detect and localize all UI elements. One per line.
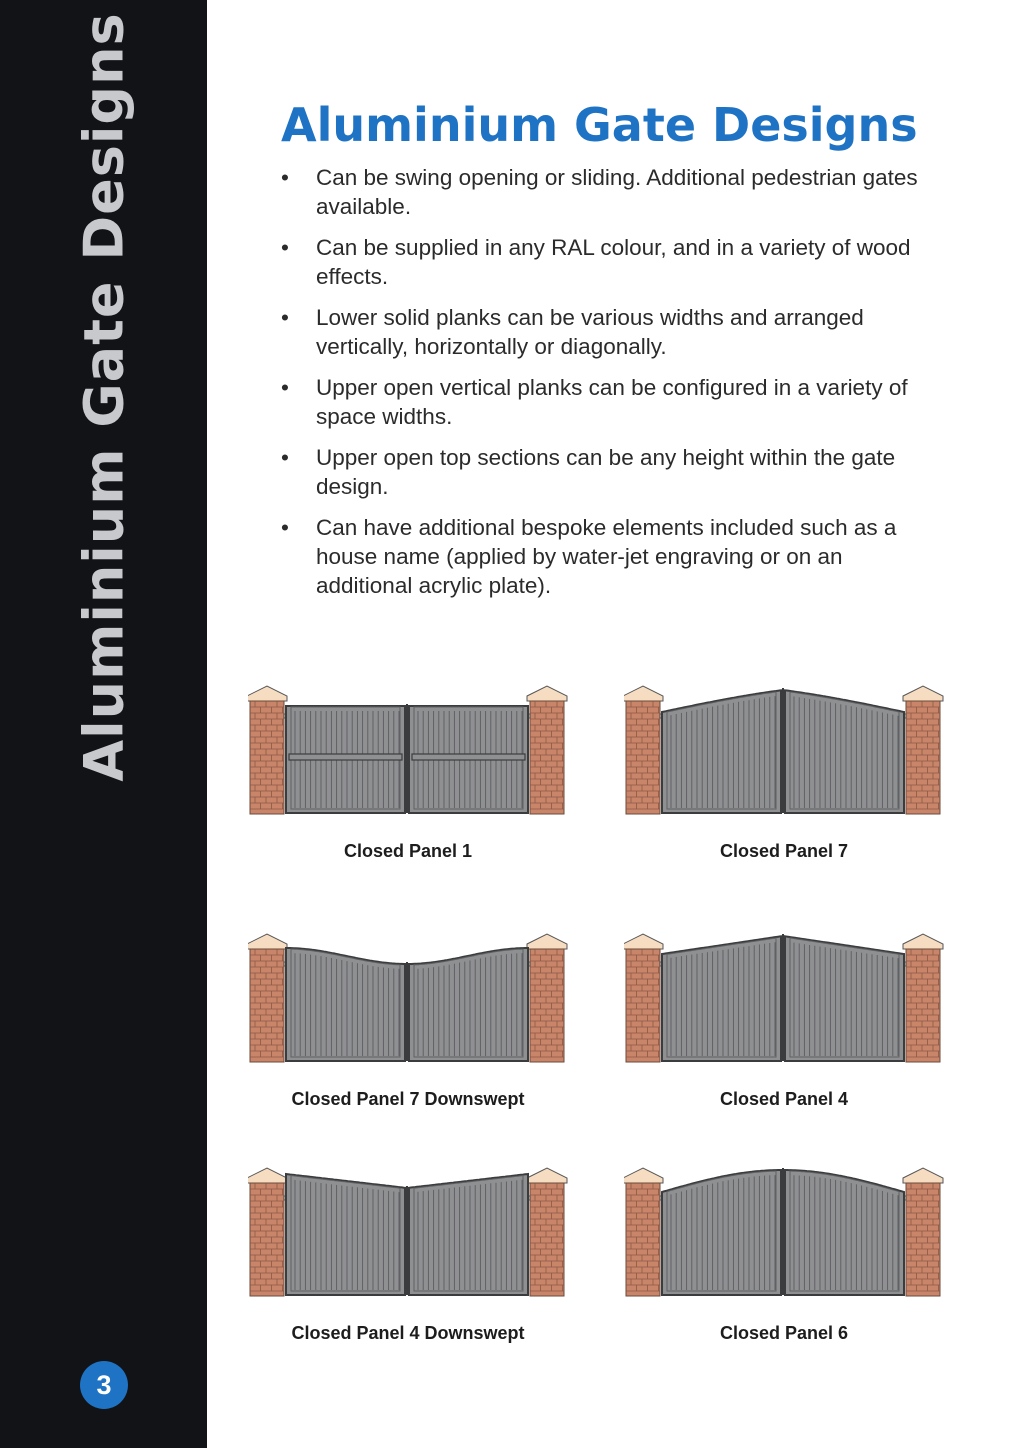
brick-pier	[624, 934, 663, 1062]
gate-leaf	[286, 948, 405, 1061]
brick-pier	[527, 1168, 567, 1296]
mid-rail	[289, 754, 402, 760]
bullet-icon: •	[281, 165, 289, 190]
pier-cap	[903, 934, 943, 949]
gate-leaf	[409, 948, 528, 1061]
feature-item	[281, 443, 931, 501]
pier-cap	[248, 934, 287, 949]
feature-text: Can be supplied in any RAL colour, and in a variety of wood effects.	[316, 235, 911, 289]
bullet-icon: •	[281, 375, 289, 400]
gate-svg	[624, 1162, 944, 1302]
feature-item	[281, 303, 931, 361]
gate-leaf	[662, 936, 781, 1061]
leaf-frame	[785, 690, 904, 813]
brick-pier	[903, 686, 943, 814]
brick-pier	[248, 934, 287, 1062]
brick-pier	[248, 686, 287, 814]
pier-cap	[527, 934, 567, 949]
pier-cap	[248, 1168, 287, 1183]
bullet-icon: •	[281, 235, 289, 260]
pier-cap	[624, 934, 663, 949]
bullet-icon: •	[281, 305, 289, 330]
gate-svg	[624, 928, 944, 1068]
leaf-frame	[409, 948, 528, 1061]
gate-leaf	[785, 936, 904, 1061]
gate-caption: Closed Panel 4 Downswept	[291, 1323, 525, 1343]
gate-illustration	[624, 1162, 944, 1302]
mid-rail	[412, 754, 525, 760]
gate-caption: Closed Panel 4	[719, 1089, 849, 1109]
brick-pier	[903, 934, 943, 1062]
pier-cap	[903, 686, 943, 701]
pier-cap	[903, 1168, 943, 1183]
gate-leaf	[662, 1170, 781, 1295]
gate-leaf	[409, 706, 528, 813]
feature-text: Lower solid planks can be various widths and arranged vertically, horizontally or diagonally.	[316, 305, 864, 359]
pier-cap	[527, 686, 567, 701]
gate-illustration	[624, 680, 944, 820]
brick-pier	[624, 1168, 663, 1296]
leaf-frame	[662, 690, 781, 813]
gate-svg	[624, 680, 944, 820]
brick-pier	[527, 934, 567, 1062]
brick-pier	[624, 686, 663, 814]
leaf-frame	[662, 1170, 781, 1295]
feature-text: Can have additional bespoke elements included such as a house name (applied by water-jet engraving or on an additional acrylic plate).	[316, 515, 897, 598]
leaf-frame	[662, 936, 781, 1061]
gate-leaf	[409, 1174, 528, 1295]
feature-item	[281, 233, 931, 291]
brick-pier	[903, 1168, 943, 1296]
feature-item	[281, 373, 931, 431]
gate-leaf	[785, 1170, 904, 1295]
pier-cap	[624, 1168, 663, 1183]
gate-caption: Closed Panel 1	[343, 841, 473, 861]
leaf-frame	[286, 948, 405, 1061]
leaf-frame	[785, 936, 904, 1061]
gate-illustration	[248, 1162, 568, 1302]
bullet-icon: •	[281, 515, 289, 540]
gate-caption: Closed Panel 7 Downswept	[291, 1089, 525, 1109]
brick-pier	[527, 686, 567, 814]
sidebar-title: Aluminium Gate Designs	[72, 12, 136, 782]
feature-item	[281, 513, 931, 600]
bullet-icon: •	[281, 445, 289, 470]
gate-svg	[248, 1162, 568, 1302]
leaf-frame	[286, 1174, 405, 1295]
gate-leaf	[286, 706, 405, 813]
gate-caption: Closed Panel 6	[719, 1323, 849, 1343]
feature-text: Upper open top sections can be any height within the gate design.	[316, 445, 896, 499]
pier-cap	[624, 686, 663, 701]
page-title: Aluminium Gate Designs	[281, 98, 918, 152]
leaf-frame	[785, 1170, 904, 1295]
gate-illustration	[248, 680, 568, 820]
feature-text: Can be swing opening or sliding. Additional pedestrian gates available.	[316, 165, 918, 219]
page-number-badge: 3	[80, 1361, 128, 1409]
gate-svg	[248, 680, 568, 820]
gate-caption: Closed Panel 7	[719, 841, 849, 861]
gate-leaf	[662, 690, 781, 813]
feature-item	[281, 163, 931, 221]
leaf-frame	[409, 1174, 528, 1295]
gate-leaf	[286, 1174, 405, 1295]
feature-text: Upper open vertical planks can be configured in a variety of space widths.	[316, 375, 908, 429]
pier-cap	[248, 686, 287, 701]
gate-illustration	[624, 928, 944, 1068]
gate-svg	[248, 928, 568, 1068]
pier-cap	[527, 1168, 567, 1183]
brick-pier	[248, 1168, 287, 1296]
gate-leaf	[785, 690, 904, 813]
feature-list	[281, 163, 931, 612]
gate-illustration	[248, 928, 568, 1068]
sidebar	[0, 0, 207, 1448]
